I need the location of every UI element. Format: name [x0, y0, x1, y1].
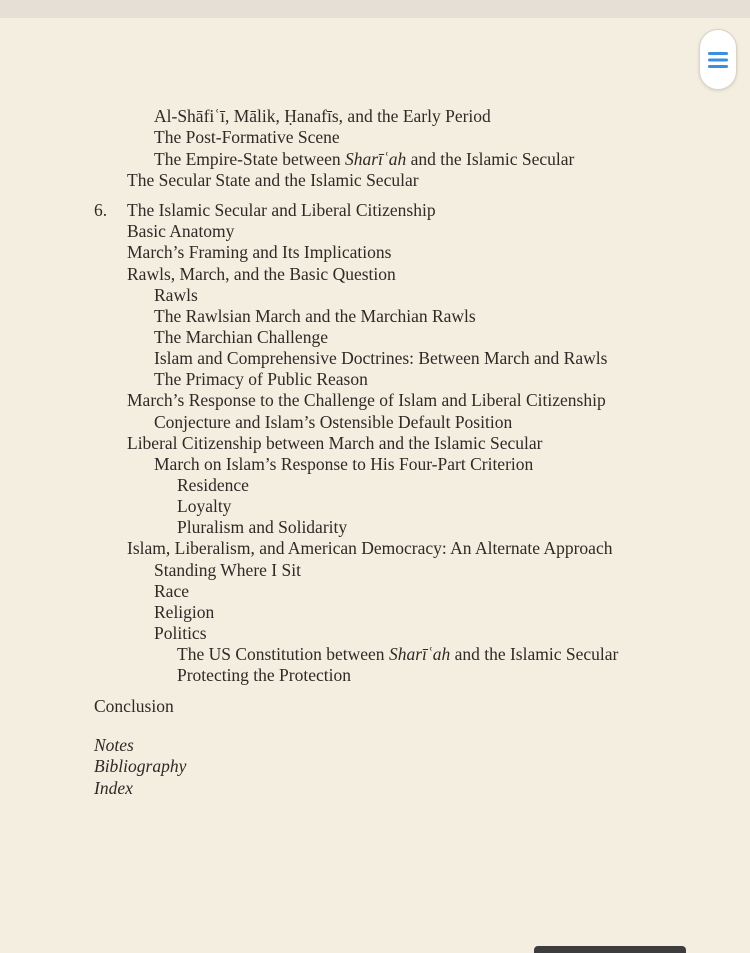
chapter-number: 6. [94, 200, 108, 220]
toc-entry[interactable] [177, 644, 618, 665]
toc-entry-text: The US Constitution between [177, 644, 389, 664]
toc-entry[interactable]: The Post-Formative Scene [154, 127, 340, 147]
bottom-sheet-handle[interactable] [534, 946, 686, 953]
toc-entry[interactable]: Islam, Liberalism, and American Democracy: An Alternate Approach [127, 538, 613, 558]
toc-entry-text: and the Islamic Secular [406, 149, 575, 169]
toc-entry-emphasis: Sharīʿah [344, 149, 407, 169]
toc-entry[interactable]: Rawls, March, and the Basic Question [127, 264, 396, 284]
chapter-title[interactable]: The Islamic Secular and Liberal Citizenship [127, 200, 436, 220]
toc-conclusion[interactable]: Conclusion [94, 696, 174, 716]
toc-index[interactable]: Index [94, 778, 133, 798]
toc-entry[interactable]: March’s Framing and Its Implications [127, 242, 392, 262]
toc-entry-text: The Empire-State between [154, 149, 345, 169]
toc-entry-text: and the Islamic Secular [450, 644, 619, 664]
toc-entry-emphasis: Sharīʿah [388, 644, 451, 664]
toc-entry[interactable]: The Primacy of Public Reason [154, 369, 368, 389]
toc-entry[interactable]: Politics [154, 623, 207, 643]
toc-entry[interactable]: Al-Shāfiʿī, Mālik, Ḥanafīs, and the Early Period [154, 106, 491, 126]
toc-entry[interactable]: Rawls [154, 285, 198, 305]
toc-entry[interactable]: March’s Response to the Challenge of Islam and Liberal Citizenship [127, 390, 606, 410]
toc-entry[interactable]: Loyalty [177, 496, 232, 516]
toc-entry[interactable]: Residence [177, 475, 249, 495]
toc-entry[interactable]: Race [154, 581, 189, 601]
toc-entry[interactable]: The Secular State and the Islamic Secular [127, 170, 419, 190]
toc-entry[interactable]: Pluralism and Solidarity [177, 517, 348, 537]
toc-entry[interactable]: Protecting the Protection [177, 665, 351, 685]
toc-entry[interactable]: Conjecture and Islam’s Ostensible Default Position [154, 412, 513, 432]
menu-button[interactable] [699, 29, 737, 90]
toc-entry[interactable]: The Rawlsian March and the Marchian Rawls [154, 306, 476, 326]
toc-entry[interactable] [154, 149, 574, 170]
toc-bibliography[interactable]: Bibliography [94, 756, 187, 776]
hamburger-menu-icon [708, 52, 728, 68]
toc-entry[interactable]: March on Islam’s Response to His Four-Part Criterion [154, 454, 534, 474]
toc-entry[interactable]: Islam and Comprehensive Doctrines: Between March and Rawls [154, 348, 608, 368]
top-bar [0, 0, 750, 18]
toc-entry[interactable]: Standing Where I Sit [154, 560, 301, 580]
toc-entry[interactable]: Religion [154, 602, 215, 622]
toc-notes[interactable]: Notes [94, 735, 134, 755]
toc-entry[interactable]: Liberal Citizenship between March and the Islamic Secular [127, 433, 543, 453]
toc-entry[interactable]: Basic Anatomy [127, 221, 235, 241]
toc-entry[interactable]: The Marchian Challenge [154, 327, 328, 347]
